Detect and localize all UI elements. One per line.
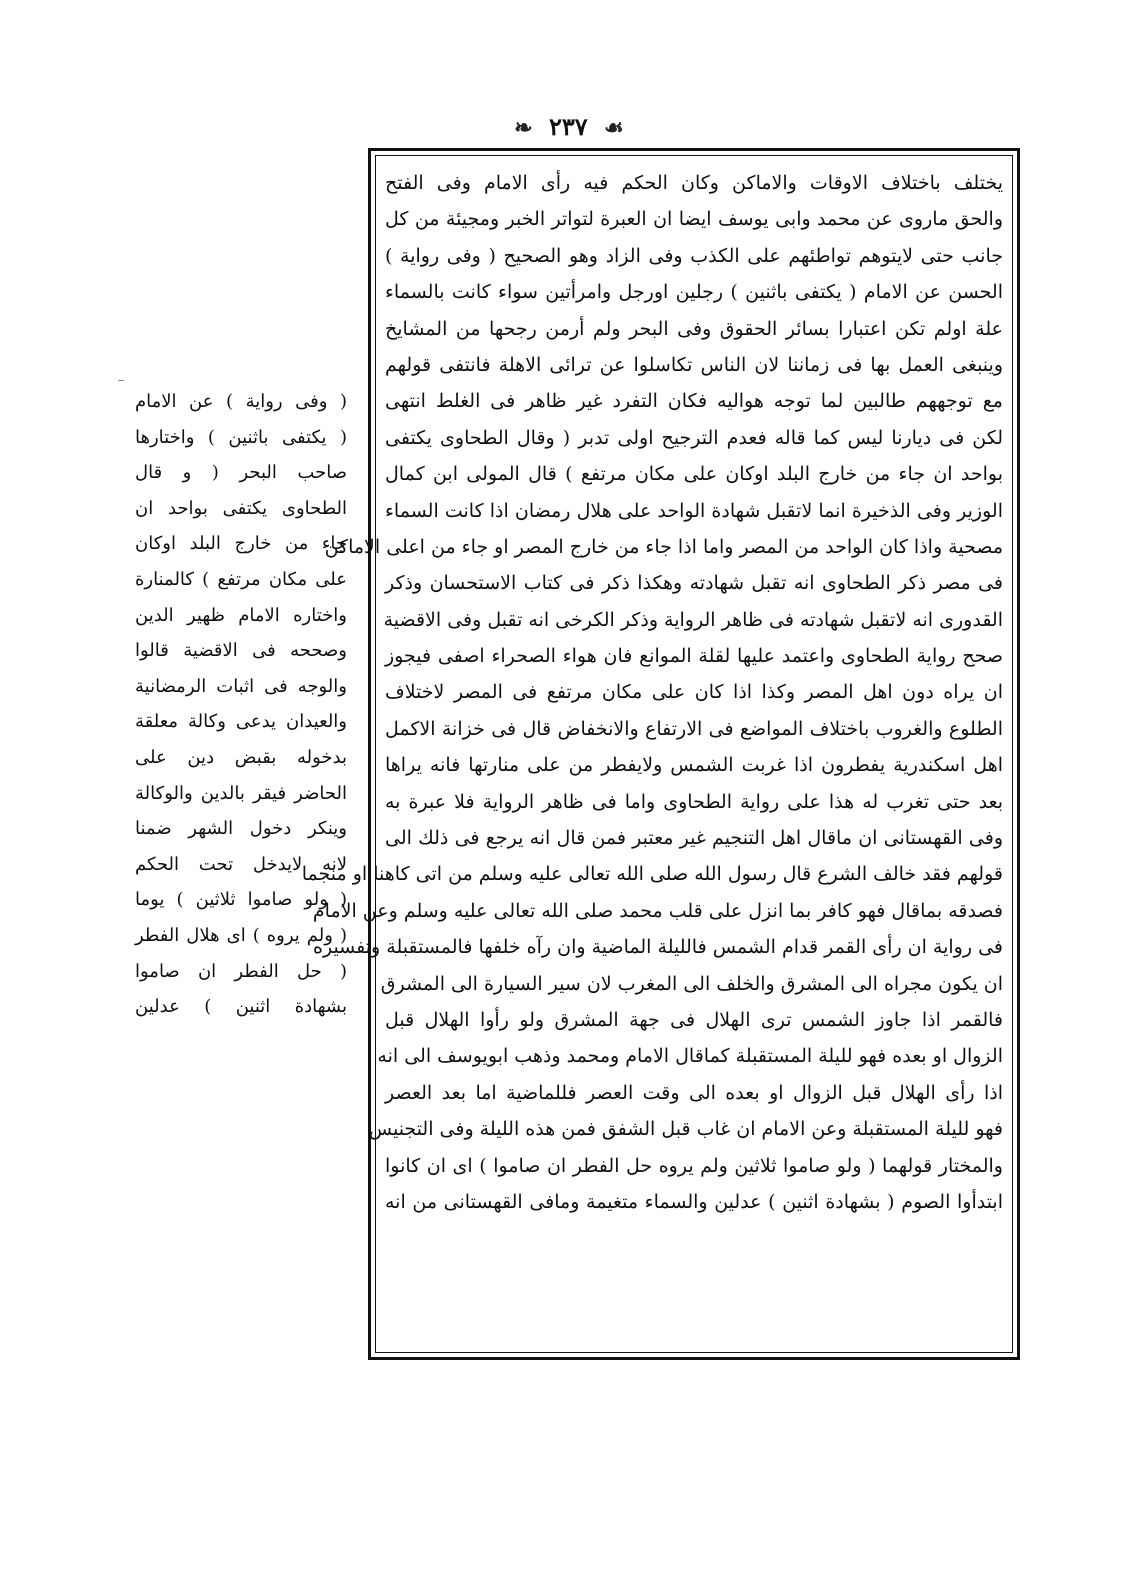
- margin-text-line: ( وفى رواية ) عن الامام: [135, 391, 347, 412]
- margin-text-line: واختاره الامام ظهير الدين: [135, 604, 347, 626]
- page-header: [0, 112, 1138, 141]
- main-text-line: والمختار قولهما ( ولو صاموا ثلاثين ولم يروه حل الفطر ان صاموا ) اى ان كانوا: [385, 1154, 1003, 1177]
- main-text-line: فى مصر ذكر الطحاوى انه تقبل شهادته وهكذا ذكر فى كتاب الاستحسان وذكر: [385, 572, 1003, 595]
- margin-text-line: الحاضر فيقر بالدين والوكالة: [135, 782, 347, 804]
- main-text-line: الحسن عن الامام ( يكتفى باثنين ) رجلين اورجل وامرأتين سواء كانت بالسماء: [385, 281, 1003, 304]
- margin-text-line: ( ولم يروه ) اى هلال الفطر: [135, 924, 347, 946]
- main-text-line: بعد حتى تغرب له هذا على رواية الطحاوى واما فى ظاهر الرواية فلا عبرة به: [385, 790, 1003, 813]
- main-text-line: جانب حتى لايتوهم تواطئهم على الكذب وفى الزاد وهو الصحيح ( وفى رواية ): [385, 244, 1003, 267]
- margin-text-line: الطحاوى يكتفى بواحد ان: [135, 497, 347, 519]
- main-text-frame: [301, 148, 1020, 1360]
- main-text-line: لكن فى ديارنا ليس كما قاله فعدم الترجيح اولى تدبر ( وقال الطحاوى يكتفى: [385, 426, 1003, 449]
- main-text-body: [301, 165, 1003, 1220]
- main-text-line: يختلف باختلاف الاوقات والاماكن وكان الحكم فيه رأى الامام وفى الفتح: [385, 172, 1003, 194]
- margin-text-line: بدخوله بقبض دين على: [135, 746, 347, 768]
- margin-text-line: ( يكتفى باثنين ) واختارها: [135, 426, 347, 448]
- margin-text-line: والعيدان يدعى وكالة معلقة: [135, 711, 347, 733]
- margin-text-line: وينكر دخول الشهر ضمنا: [135, 818, 347, 840]
- right-ornament-icon: ☙: [604, 115, 624, 141]
- main-text-line: القدورى انه لاتقبل شهادته فى ظاهر الرواية وذكر الكرخى انه تقبل وفى الاقضية: [383, 608, 1003, 631]
- main-text-line: ابتدأوا الصوم ( بشهادة اثنين ) عدلين والسماء متغيمة ومافى القهستانى من انه: [385, 1190, 1003, 1213]
- main-text-line: وفى القهستانى ان ماقال اهل التنجيم غير معتبر فمن قال انه يرجع فى ذلك الى: [385, 827, 1003, 850]
- main-text-line: صحح رواية الطحاوى واعتمد عليها لقلة الموانع فان هواء الصحراء اصفى فيجوز: [385, 645, 1003, 668]
- main-text-line: فهو لليلة المستقبلة وعن الامام ان غاب قبل الشفق فمن هذه الليلة وفى التجنيس: [368, 1118, 1003, 1141]
- main-text-line: ان يراه دون اهل المصر وكذا اذا كان على مكان مرتفع فى المصر لاختلاف: [385, 681, 1003, 704]
- margin-text-line: ( ولو صاموا ثلاثين ) يوما: [135, 889, 347, 911]
- margin-text-line: ( حل الفطر ان صاموا: [135, 960, 347, 982]
- main-text-line: قولهم فقد خالف الشرع قال رسول الله صلى الله تعالى عليه وسلم من اتى كاهنا او منجما: [301, 863, 1003, 886]
- main-text-line: وينبغى العمل بها فى زماننا لان الناس تكاسلوا عن ترائى الاهلة فانتفى قولهم: [385, 353, 1003, 376]
- margin-text-line: صاحب البحر ( و قال: [135, 462, 347, 484]
- main-text-line: مصحية واذا كان الواحد من المصر واما اذا جاء من خارج المصر او جاء من اعلى الاماكن: [324, 535, 1003, 558]
- margin-text-line: جاء من خارج البلد اوكان: [135, 533, 347, 555]
- margin-tick-mark: [118, 380, 124, 382]
- margin-text-line: والوجه فى اثبات الرمضانية: [135, 675, 347, 697]
- margin-commentary: [135, 384, 347, 1025]
- main-text-line: الزوال او بعده فهو لليلة المستقبلة كماقال الامام ومحمد وذهب ابويوسف الى انه: [377, 1045, 1003, 1068]
- main-text-line: ان يكون مجراه الى المشرق والخلف الى المغرب لان سير السيارة الى المشرق: [380, 972, 1003, 995]
- margin-text-line: بشهادة اثنين ) عدلين: [135, 996, 347, 1018]
- page-number: ٢٣٧: [549, 112, 588, 141]
- main-text-line: والحق ماروى عن محمد وابى يوسف ايضا ان العبرة لتواتر الخبر ومجيئة من كل: [385, 208, 1003, 231]
- main-text-line: الطلوع والغروب باختلاف المواضع فى الارتفاع والانخفاض قال فى خزانة الاكمل: [385, 717, 1003, 740]
- main-text-line: علة اولم تكن اعتبارا بسائر الحقوق وفى البحر ولم أرمن رجحها من المشايخ: [385, 317, 1003, 340]
- margin-text-line: لانه لايدخل تحت الحكم: [135, 853, 347, 875]
- margin-text-line: على مكان مرتفع ) كالمنارة: [135, 568, 347, 590]
- main-text-line: فالقمر اذا جاوز الشمس ترى الهلال فى جهة المشرق ولو رأوا الهلال قبل: [385, 1008, 1003, 1031]
- left-ornament-icon: ❧: [514, 115, 533, 141]
- main-text-line: الوزير وفى الذخيرة انما لاتقبل شهادة الواحد على هلال رمضان اذا كانت السماء: [385, 499, 1003, 522]
- main-text-line: مع توجههم طالبين لما توجه هواليه فكان التفرد غير ظاهر فى الغلط انتهى: [385, 390, 1003, 413]
- margin-text-line: وصححه فى الاقضية قالوا: [135, 640, 347, 662]
- main-text-line: اهل اسكندرية يفطرون اذا غربت الشمس ولايفطر من على منارتها فانه يراها: [385, 754, 1003, 777]
- main-text-line: فى رواية ان رأى القمر قدام الشمس فالليلة الماضية وان رآه خلفها فالمستقبلة وتفسيره: [313, 936, 1003, 959]
- main-text-line: بواحد ان جاء من خارج البلد اوكان على مكان مرتفع ) قال المولى ابن كمال: [385, 463, 1003, 486]
- main-text-line: فصدقه بماقال فهو كافر بما انزل على قلب محمد صلى الله تعالى عليه وسلم وعن الامام: [312, 899, 1003, 922]
- main-text-line: اذا رأى الهلال قبل الزوال او بعده الى وقت العصر فللماضية اما بعد العصر: [385, 1081, 1003, 1104]
